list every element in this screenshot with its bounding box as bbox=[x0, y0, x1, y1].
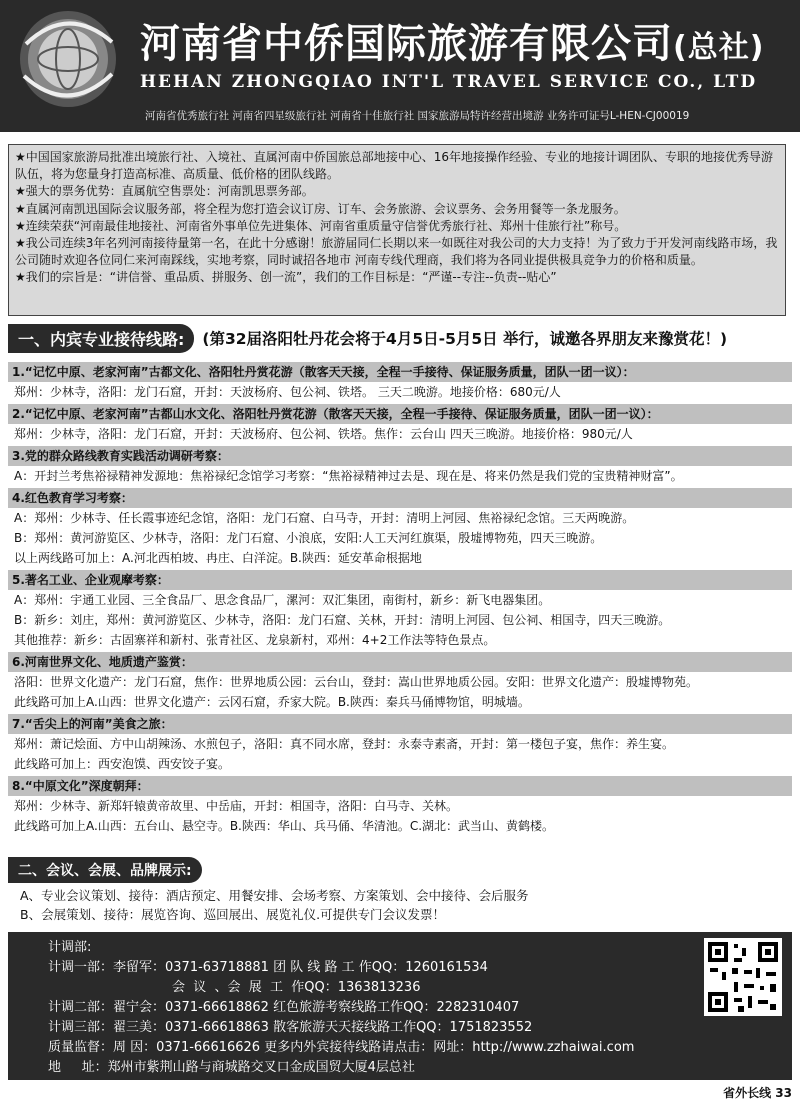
route-4-detail: B：郑州：黄河游览区、少林寺，洛阳：龙门石窟、小浪底，安阳:人工天河红旗渠，殷墟博物苑，四天三晚游。 bbox=[14, 531, 603, 545]
contact-dept-1-meeting: 会 议 、会 展 工 作QQ：1363813236 bbox=[48, 980, 421, 995]
section-1-title: 一、内宾专业接待线路: bbox=[8, 324, 194, 353]
route-8-detail: 郑州：少林寺、新郑轩辕黄帝故里、中岳庙，开封：相国寺，洛阳：白马寺、关林。 bbox=[14, 799, 459, 813]
meeting-service-item: A、专业会议策划、接待：酒店预定、用餐安排、会场考察、方案策划、会中接待、会后服务 bbox=[20, 888, 529, 903]
page-footer: 省外长线 33 bbox=[723, 1086, 792, 1100]
route-5-detail: B：新乡：刘庄，郑州：黄河游览区、少林寺，洛阳：龙门石窟、关林，开封：清明上河园、包公祠、相国寺，四天三晚游。 bbox=[14, 613, 671, 627]
globe-logo-icon bbox=[8, 4, 128, 114]
contacts-heading: 计调部: bbox=[48, 940, 92, 955]
intro-item: ★直属河南凯迅国际会议服务部，将全程为您打造会议订房、订车、会务旅游、会议票务、会务用餐等一条龙服务。 bbox=[15, 201, 626, 216]
contact-dept-3: 计调三部：翟三美：0371-66618863 散客旅游天天接线路工作QQ：1751823552 bbox=[48, 1020, 533, 1035]
intro-panel bbox=[8, 144, 786, 316]
contact-address: 地 址：郑州市紫荆山路与商城路交叉口金成国贸大厦4层总社 bbox=[48, 1060, 415, 1075]
route-7-detail: 郑州：萧记烩面、方中山胡辣汤、水煎包子，洛阳：真不同水席，登封：永泰寺素斋，开封：第一楼包子宴，焦作：养生宴。 bbox=[14, 737, 675, 751]
company-name-en: HEHAN ZHONGQIAO INT'L TRAVEL SERVICE CO., LTD bbox=[140, 72, 758, 92]
route-7-heading: 7.“舌尖上的河南”美食之旅： bbox=[8, 714, 792, 734]
route-6-detail: 洛阳：世界文化遗产：龙门石窟，焦作：世界地质公园：云台山，登封：嵩山世界地质公园。安阳：世界文化遗产：殷墟博物苑。 bbox=[14, 675, 699, 689]
section-1-header bbox=[8, 324, 727, 352]
route-4-heading: 4.红色教育学习考察： bbox=[8, 488, 792, 508]
intro-item: ★我公司连续3年名列河南接待量第一名，在此十分感谢！旅游届同仁长期以来一如既往对我公司的大力支持！为了致力于开发河南线路市场，我公司随时欢迎各位同仁来河南踩线，实地考察，同时诚招各地市 河南专线代理商，我们将为各同业提供极具竞争力的价格和质量。 bbox=[15, 236, 778, 268]
route-5-detail: A：郑州：宇通工业园、三全食品厂、思念食品厂，漯河：双汇集团，南街村，新乡：新飞电器集团。 bbox=[14, 593, 551, 607]
route-6-heading: 6.河南世界文化、地质遗产鉴赏： bbox=[8, 652, 792, 672]
intro-item: ★我们的宗旨是：“讲信誉、重品质、拼服务、创一流”，我们的工作目标是：“严谨--专注--负责--贴心” bbox=[15, 270, 557, 285]
section-2-title: 二、会议、会展、品牌展示: bbox=[8, 857, 202, 883]
route-2-detail: 郑州：少林寺，洛阳：龙门石窟，开封：天波杨府、包公祠、铁塔。焦作：云台山 四天三晚游。地接价格：980元/人 bbox=[14, 427, 633, 441]
peony-festival-banner: (第32届洛阳牡丹花会将于4月5日-5月5日 举行，诚邀各界朋友来豫赏花！) bbox=[202, 330, 728, 348]
route-3-heading: 3.党的群众路线教育实践活动调研考察： bbox=[8, 446, 792, 466]
company-name-cn: 河南省中侨国际旅游有限公司(总社) bbox=[140, 21, 765, 67]
contact-dept-2: 计调二部：翟宁会：0371-66618862 红色旅游考察线路工作QQ：2282310407 bbox=[48, 1000, 520, 1015]
route-5-detail: 其他推荐：新乡：古固寨祥和新村、张青社区、龙泉新村，邓州：4+2工作法等特色景点。 bbox=[14, 633, 496, 647]
route-4-detail: 以上两线路可加上：A.河北西柏坡、冉庄、白洋淀。B.陕西：延安革命根据地 bbox=[14, 551, 422, 565]
header-banner bbox=[0, 0, 800, 132]
route-6-detail: 此线路可加上A.山西：世界文化遗产：云冈石窟，乔家大院。B.陕西：秦兵马俑博物馆，明城墙。 bbox=[14, 695, 530, 709]
intro-item: ★中国国家旅游局批准出境旅行社、入境社、直属河南中侨国旅总部地接中心、16年地接操作经验、专业的地接计调团队、专职的地接优秀导游队伍，将为您量身打造高标准、高质量、低价格的团队线路。 bbox=[15, 150, 774, 182]
section-2-header bbox=[8, 858, 202, 882]
branch-label: (总社) bbox=[673, 30, 765, 65]
route-3-detail: A：开封兰考焦裕禄精神发源地：焦裕禄纪念馆学习考察：“焦裕禄精神过去是、现在是、将来仍然是我们党的宝贵精神财富”。 bbox=[14, 469, 683, 483]
route-1-detail: 郑州：少林寺，洛阳：龙门石窟，开封：天波杨府、包公祠、铁塔。 三天二晚游。地接价格：680元/人 bbox=[14, 385, 561, 399]
route-8-heading: 8.“中原文化”深度朝拜： bbox=[8, 776, 792, 796]
qr-code-icon[interactable] bbox=[704, 938, 782, 1016]
meetings-list bbox=[20, 886, 529, 924]
route-8-detail: 此线路可加上A.山西：五台山、悬空寺。B.陕西：华山、兵马俑、华清池。C.湖北：武当山、黄鹤楼。 bbox=[14, 819, 555, 833]
contact-quality-website[interactable]: 质量监督：周 因：0371-66616626 更多内外宾接待线路请点击：网址：http://www.zzhaiwai.com bbox=[48, 1040, 635, 1055]
route-7-detail: 此线路可加上：西安泡馍、西安饺子宴。 bbox=[14, 757, 231, 771]
contact-dept-1: 计调一部：李留军：0371-63718881 团 队 线 路 工 作QQ：1260161534 bbox=[48, 960, 488, 975]
route-5-heading: 5.著名工业、企业观摩考察： bbox=[8, 570, 792, 590]
route-1-heading: 1.“记忆中原、老家河南”古都文化、洛阳牡丹赏花游（散客天天接，全程一手接待、保证服务质量，团队一团一议）： bbox=[8, 362, 792, 382]
contacts-panel bbox=[8, 932, 792, 1080]
intro-item: ★强大的票务优势：直属航空售票处：河南凯思票务部。 bbox=[15, 184, 314, 199]
credentials-line: 河南省优秀旅行社 河南省四星级旅行社 河南省十佳旅行社 国家旅游局特许经营出境游 业务许可证号L-HEN-CJ00019 bbox=[145, 110, 690, 122]
routes-list bbox=[8, 360, 792, 836]
meeting-service-item: B、会展策划、接待：展览咨询、巡回展出、展览礼仪.可提供专门会议发票！ bbox=[20, 907, 446, 922]
intro-item: ★连续荣获“河南最佳地接社、河南省外事单位先进集体、河南省重质量守信誉优秀旅行社、郑州十佳旅行社”称号。 bbox=[15, 218, 627, 233]
route-4-detail: A：郑州：少林寺、任长霞事迹纪念馆，洛阳：龙门石窟、白马寺，开封：清明上河园、焦裕禄纪念馆。三天两晚游。 bbox=[14, 511, 635, 525]
route-2-heading: 2.“记忆中原、老家河南”古都山水文化、洛阳牡丹赏花游（散客天天接，全程一手接待、保证服务质量，团队一团一议）： bbox=[8, 404, 792, 424]
